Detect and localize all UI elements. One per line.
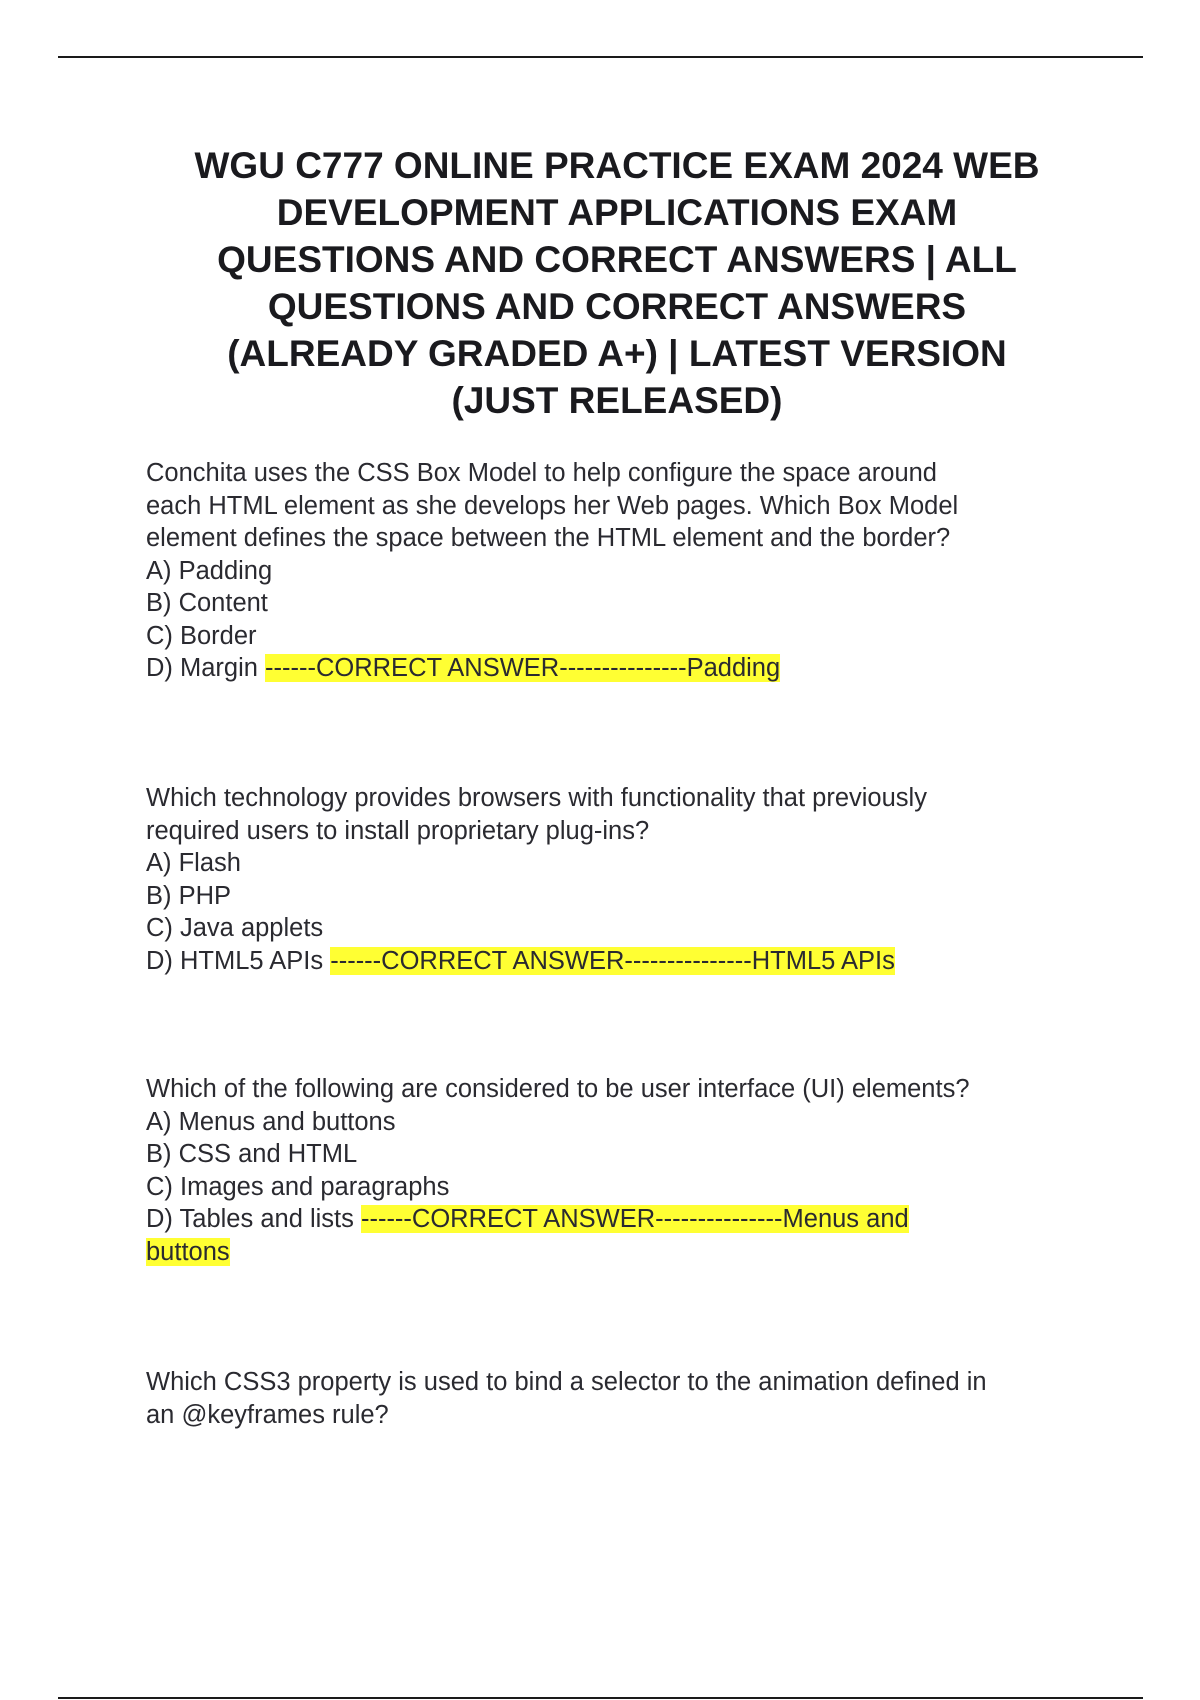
question-block: [146, 782, 1086, 977]
question-text: Which of the following are considered to be user interface (UI) elements?: [146, 1075, 970, 1103]
answer-option: B) Content: [146, 589, 268, 617]
document-title: [150, 142, 1084, 424]
correct-answer-highlight: ------CORRECT ANSWER---------------Menus and: [360, 1205, 909, 1233]
correct-answer-highlight: ------CORRECT ANSWER---------------Padding: [265, 654, 781, 682]
title-line: WGU C777 ONLINE PRACTICE EXAM 2024 WEB: [194, 145, 1040, 186]
answer-option: A) Flash: [146, 849, 241, 877]
title-line: QUESTIONS AND CORRECT ANSWERS | ALL: [217, 239, 1017, 280]
question-text: Conchita uses the CSS Box Model to help configure the space around: [146, 459, 937, 487]
answer-option: C) Images and paragraphs: [146, 1172, 450, 1201]
question-block: [146, 457, 1086, 685]
answer-option-with-answer: [146, 1203, 1086, 1236]
question-block: [146, 1073, 1086, 1268]
question-text: required users to install proprietary plug-ins?: [146, 816, 650, 845]
question-text: an @keyframes rule?: [146, 1400, 389, 1429]
title-line: (JUST RELEASED): [451, 380, 783, 421]
title-line: DEVELOPMENT APPLICATIONS EXAM: [276, 192, 958, 233]
correct-answer-highlight: ------CORRECT ANSWER---------------HTML5 APIs: [330, 946, 895, 975]
question-block: [146, 1366, 1086, 1431]
question-text: Which CSS3 property is used to bind a selector to the animation defined in: [146, 1368, 987, 1396]
question-text: element defines the space between the HTML element and the border?: [146, 524, 951, 552]
answer-option: C) Border: [146, 621, 257, 650]
title-line: (ALREADY GRADED A+) | LATEST VERSION: [227, 333, 1007, 374]
answer-option: B) CSS and HTML: [146, 1140, 358, 1168]
answer-option: A) Menus and buttons: [146, 1107, 396, 1136]
answer-option-with-answer: [146, 652, 1086, 685]
question-text: each HTML element as she develops her Web pages. Which Box Model: [146, 491, 959, 520]
bottom-rule: [58, 1697, 1143, 1699]
answer-option: A) Padding: [146, 556, 273, 585]
question-text: Which technology provides browsers with functionality that previously: [146, 784, 927, 812]
answer-option-with-answer: [146, 945, 1086, 978]
answer-option: B) PHP: [146, 881, 232, 910]
answer-continuation: [146, 1236, 1086, 1269]
correct-answer-highlight: buttons: [146, 1237, 230, 1266]
title-line: QUESTIONS AND CORRECT ANSWERS: [267, 286, 967, 327]
answer-option: D) Margin: [146, 654, 258, 682]
answer-option: D) HTML5 APIs: [146, 946, 324, 975]
answer-option: D) Tables and lists: [146, 1205, 354, 1233]
answer-option: C) Java applets: [146, 914, 324, 942]
top-rule: [58, 56, 1143, 58]
